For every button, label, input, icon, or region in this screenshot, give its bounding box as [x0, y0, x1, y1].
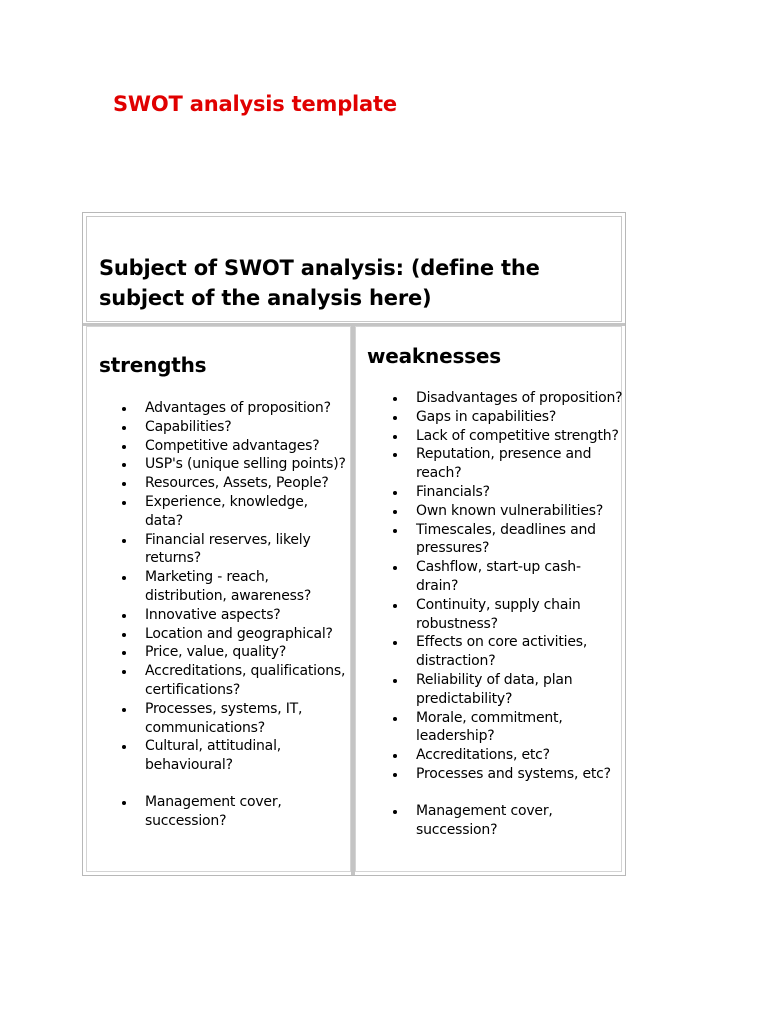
list-item: Own known vulnerabilities?	[388, 502, 623, 521]
list-item: Location and geographical?	[117, 625, 347, 644]
strengths-heading: strengths	[99, 353, 207, 377]
list-item: Capabilities?	[117, 418, 347, 437]
list-item: Innovative aspects?	[117, 606, 347, 625]
list-item: Reputation, presence and reach?	[388, 445, 623, 483]
list-item: Cashflow, start-up cash-drain?	[388, 558, 623, 596]
list-item: Morale, commitment, leadership?	[388, 709, 623, 747]
weaknesses-cell	[355, 326, 622, 872]
subject-cell	[86, 216, 622, 322]
list-item: Processes and systems, etc?	[388, 765, 623, 784]
list-item: Gaps in capabilities?	[388, 408, 623, 427]
list-item: Cultural, attitudinal, behavioural?	[117, 737, 347, 775]
list-item: Timescales, deadlines and pressures?	[388, 521, 623, 559]
list-item: USP's (unique selling points)?	[117, 455, 347, 474]
list-item: Accreditations, qualifications, certifications?	[117, 662, 347, 700]
weaknesses-heading: weaknesses	[367, 344, 501, 368]
list-item: Continuity, supply chain robustness?	[388, 596, 623, 634]
strengths-list	[117, 399, 347, 831]
list-item: Management cover, succession?	[117, 793, 347, 831]
swot-table	[82, 212, 626, 876]
list-item: Management cover, succession?	[388, 802, 623, 840]
list-item: Lack of competitive strength?	[388, 427, 623, 446]
list-item: Accreditations, etc?	[388, 746, 623, 765]
subject-heading: Subject of SWOT analysis: (define the subject of the analysis here)	[99, 256, 540, 310]
list-item: Price, value, quality?	[117, 643, 347, 662]
list-item: Effects on core activities, distraction?	[388, 633, 623, 671]
strengths-cell	[86, 326, 351, 872]
list-item: Reliability of data, plan predictability?	[388, 671, 623, 709]
document-title: SWOT analysis template	[113, 92, 397, 116]
list-item: Marketing - reach, distribution, awareness?	[117, 568, 347, 606]
list-item: Disadvantages of proposition?	[388, 389, 623, 408]
list-item: Experience, knowledge, data?	[117, 493, 347, 531]
weaknesses-list	[388, 389, 623, 839]
list-item: Financials?	[388, 483, 623, 502]
list-item: Resources, Assets, People?	[117, 474, 347, 493]
list-item: Competitive advantages?	[117, 437, 347, 456]
list-item: Financial reserves, likely returns?	[117, 531, 347, 569]
list-item: Processes, systems, IT, communications?	[117, 700, 347, 738]
list-item: Advantages of proposition?	[117, 399, 347, 418]
